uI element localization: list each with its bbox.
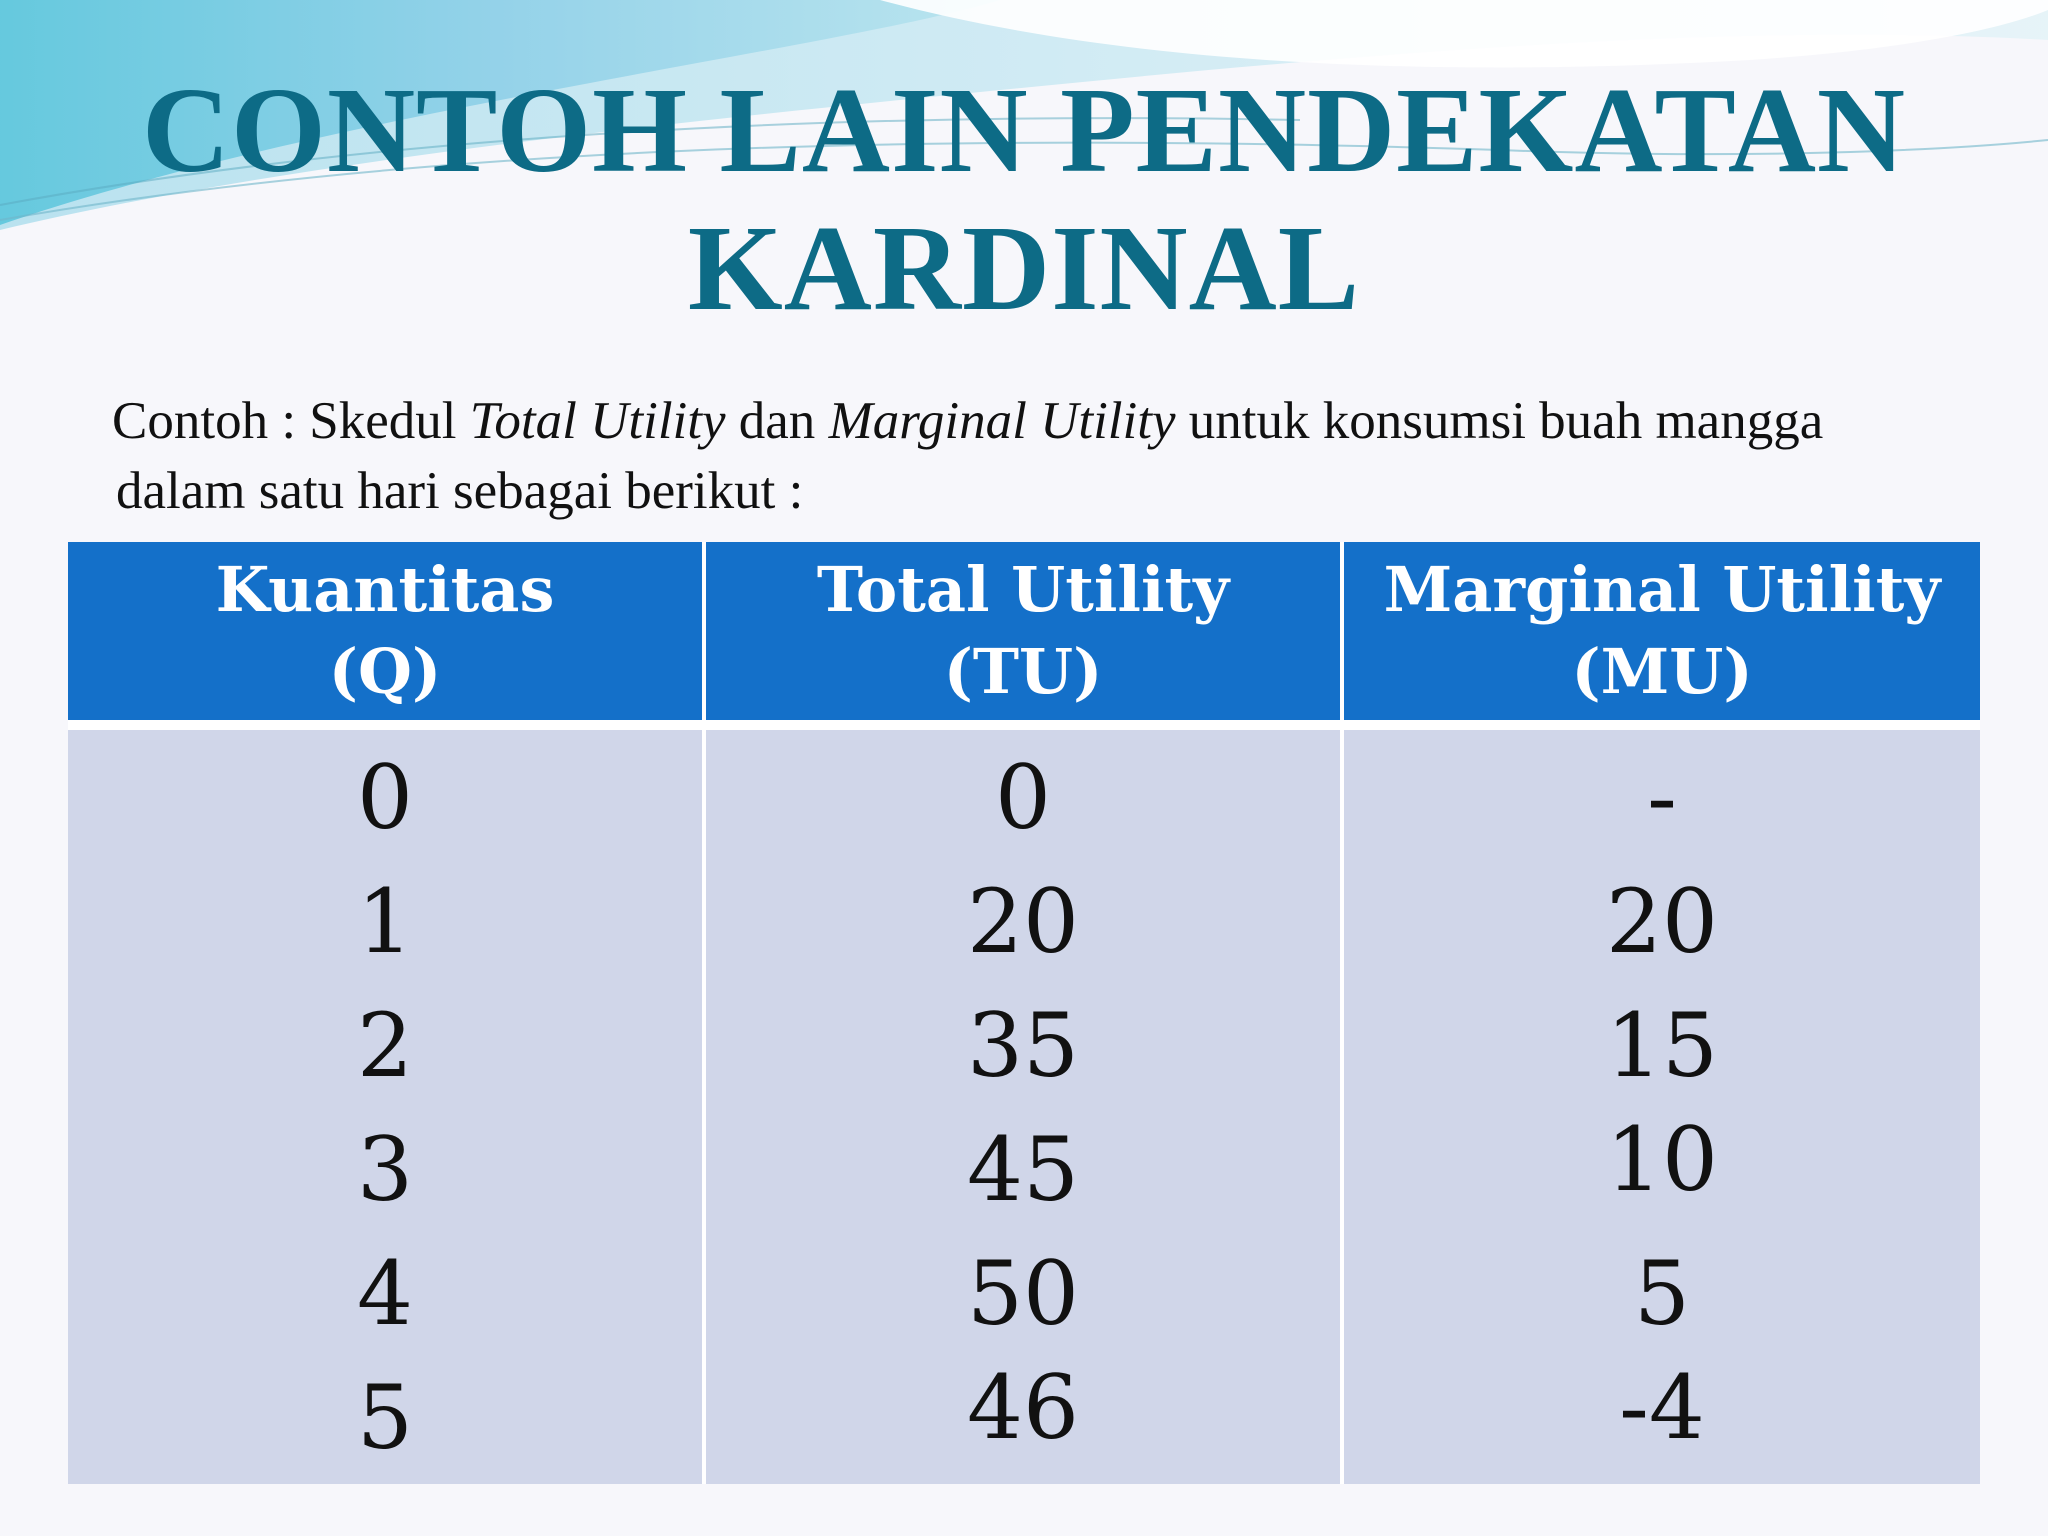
cell-q-4: 4 — [357, 1242, 413, 1345]
intro-prefix: Contoh : Skedul — [112, 392, 470, 450]
cell-tu-0: 0 — [995, 746, 1051, 849]
title-line-1: CONTOH LAIN PENDEKATAN — [141, 63, 1907, 198]
header-tu-line1: Total Utility — [816, 553, 1230, 626]
intro-marginal-utility: Marginal Utility — [828, 392, 1176, 450]
intro-line-2: dalam satu hari sebagai berikut : — [116, 462, 804, 520]
cell-q-5: 5 — [357, 1366, 413, 1469]
intro-line-1 — [112, 386, 1992, 456]
cell-tu-5: 46 — [967, 1356, 1079, 1459]
header-quantity — [68, 542, 702, 720]
header-quantity-line2: (Q) — [328, 635, 442, 708]
column-marginal-utility — [1344, 730, 1980, 1484]
cell-q-3: 3 — [357, 1118, 413, 1221]
cell-mu-0: - — [1647, 746, 1677, 849]
header-marginal-utility — [1344, 542, 1980, 720]
cell-mu-3: 10 — [1606, 1108, 1718, 1211]
cell-tu-4: 50 — [967, 1242, 1079, 1345]
intro-middle: dan — [725, 392, 829, 450]
cell-mu-2: 15 — [1606, 994, 1718, 1097]
header-quantity-line1: Kuantitas — [215, 553, 555, 626]
intro-suffix: untuk konsumsi buah mangga — [1175, 392, 1824, 450]
cell-mu-4: 5 — [1634, 1242, 1690, 1345]
cell-q-0: 0 — [357, 746, 413, 849]
cell-tu-3: 45 — [967, 1118, 1079, 1221]
cell-tu-1: 20 — [967, 870, 1079, 973]
header-total-utility — [706, 542, 1340, 720]
cell-q-2: 2 — [357, 994, 413, 1097]
slide-title — [0, 62, 2048, 338]
intro-text — [112, 386, 1992, 526]
cell-mu-5: -4 — [1619, 1356, 1705, 1459]
title-line-2: KARDINAL — [687, 201, 1361, 336]
intro-total-utility: Total Utility — [469, 392, 726, 450]
header-tu-line2: (TU) — [943, 635, 1103, 708]
header-mu-line1: Marginal Utility — [1383, 553, 1941, 626]
utility-table — [68, 542, 1980, 1484]
column-quantity — [68, 730, 702, 1484]
cell-mu-1: 20 — [1606, 870, 1718, 973]
cell-tu-2: 35 — [967, 994, 1079, 1097]
cell-q-1: 1 — [357, 870, 413, 973]
header-mu-line2: (MU) — [1571, 635, 1753, 708]
column-total-utility — [706, 730, 1340, 1484]
